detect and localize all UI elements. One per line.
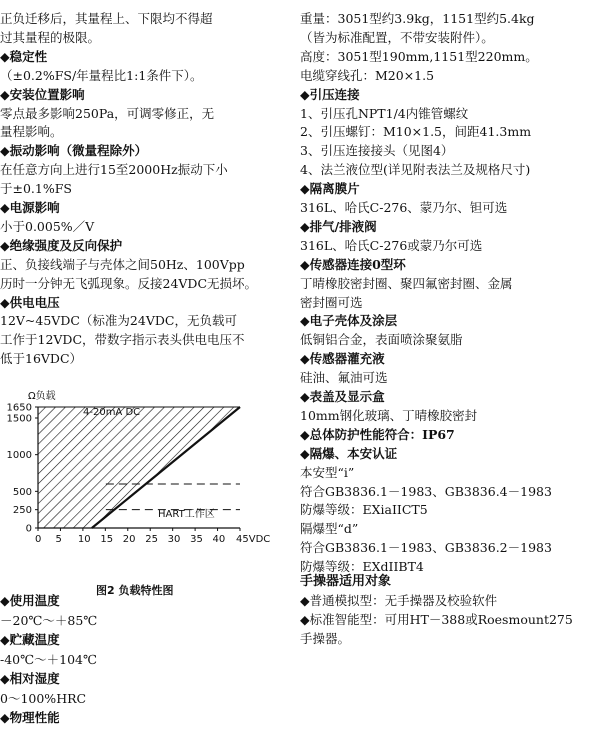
left-lower-line: ◆使用温度 xyxy=(0,593,60,608)
right-lines-line: ◆传感器连接0型环 xyxy=(300,256,406,272)
left-lower-line: －20℃～＋85℃ xyxy=(0,612,98,628)
right-section-line: ◆标准智能型：可用HT－388或Roesmount275 xyxy=(300,612,573,627)
chart-title: 4-20mA DC xyxy=(83,407,141,418)
right-lines-line: ◆表盖及显示盒 xyxy=(300,389,385,404)
left-lines-line: 量程影响。 xyxy=(0,124,63,140)
right-lines-line: 符合GB3836.1－1983、GB3836.4－1983 xyxy=(300,483,552,499)
section-title: 手操器适用对象 xyxy=(300,574,392,589)
chart-y-ticks xyxy=(7,403,38,535)
right-lines-line: 符合GB3836.1－1983、GB3836.2－1983 xyxy=(300,540,552,556)
right-lines-line: 3、引压连接接头（见图4） xyxy=(300,143,454,159)
right-lines-line: ◆排气/排液阀 xyxy=(300,218,377,234)
left-lower-line: -40℃～＋104℃ xyxy=(0,651,97,667)
y-tick-label: 250 xyxy=(12,505,32,517)
right-lines-line: 硅油、氟油可选 xyxy=(300,370,388,386)
left-lines-line: 于±0.1%FS xyxy=(0,181,72,197)
chart-ylabel: Ω负载 xyxy=(28,391,56,402)
hart-region-label: HART工作区 xyxy=(158,509,215,520)
x-tick-label: 30 xyxy=(167,534,181,545)
chart-x-ticks xyxy=(35,528,270,545)
left-lines-line: 12V~45VDC（标准为24VDC，无负载可 xyxy=(0,313,237,329)
y-tick-label: 1000 xyxy=(6,450,32,462)
right-lines-line: ◆隔离膜片 xyxy=(300,181,360,197)
x-tick-label: 35 xyxy=(190,534,203,545)
left-lower-line: ◆贮藏温度 xyxy=(0,632,60,647)
right-lines-line: 重量：3051型约3.9kg，1151型约5.4kg xyxy=(300,11,535,26)
left-lower-line: ◆相对湿度 xyxy=(0,671,60,686)
left-lines-line: 正负迁移后，其量程上、下限均不得超 xyxy=(0,11,213,26)
right-lines-line: 防爆等级：EXdIIBT4 xyxy=(300,559,424,575)
left-lines-line: （±0.2%FS/年量程比1:1条件下）。 xyxy=(0,67,203,83)
right-lines-line: 1、引压孔NPT1/4内锥管螺纹 xyxy=(300,105,469,121)
chart-caption: 图2 负载特性图 xyxy=(96,584,174,597)
y-tick-label: 0 xyxy=(25,523,32,535)
y-tick-label: 500 xyxy=(12,486,32,498)
left-lines-line: ◆稳定性 xyxy=(0,48,48,64)
left-lines-line: ◆振动影响（微量程除外） xyxy=(0,143,148,159)
right-lines-line: ◆引压连接 xyxy=(300,86,360,102)
right-lines-line: 隔爆型“d” xyxy=(300,521,359,537)
x-tick-label: 15 xyxy=(100,534,114,545)
right-lines-line: 4、法兰液位型(详见附表法兰及规格尺寸) xyxy=(300,162,531,178)
right-lines-line: 低铜铝合金，表面喷涂聚氨脂 xyxy=(300,332,463,348)
right-lines-line: ◆总体防护性能符合：IP67 xyxy=(300,426,455,442)
x-tick-label: 0 xyxy=(35,534,42,545)
right-lines-line: 高度：3051型190mm,1151型220mm。 xyxy=(300,48,538,64)
y-tick-label: 1650 xyxy=(6,402,32,414)
right-lines-line: 10mm钢化玻璃、丁晴橡胶密封 xyxy=(300,407,478,423)
right-section-line: ◆普通模拟型：无手操器及校验软件 xyxy=(300,593,498,608)
left-lines-line: 零点最多影响250Pa，可调零修正，无 xyxy=(0,105,215,121)
right-lines-line: 电缆穿线孔：M20×1.5 xyxy=(300,67,435,83)
x-tick-label: 45VDC xyxy=(236,534,271,545)
right-section-line: 手操器。 xyxy=(300,631,351,646)
x-tick-label: 40 xyxy=(212,534,226,545)
left-lines-line: 低于16VDC） xyxy=(0,351,83,367)
right-lines-line: 密封圈可选 xyxy=(300,294,363,310)
right-lines-line: 本安型“i” xyxy=(300,464,355,480)
left-lines-line: ◆电源影响 xyxy=(0,200,60,215)
left-lower-line: ◆物理性能 xyxy=(0,710,60,725)
right-lines-line: ◆传感器灌充液 xyxy=(300,351,385,367)
left-lines-line: 正、负接线端子与壳体之间50Hz、100Vpp xyxy=(0,256,245,272)
left-lines-line: ◆供电电压 xyxy=(0,294,60,310)
right-lines-line: 2、引压螺钉：M10×1.5，间距41.3mm xyxy=(300,124,532,140)
left-lines-line: 小于0.005%／V xyxy=(0,218,95,234)
left-lower-line: 0～100%HRC xyxy=(0,690,87,706)
left-lines-line: ◆安装位置影响 xyxy=(0,86,85,102)
right-lines-line: 316L、哈氏C-276或蒙乃尔可选 xyxy=(300,237,483,253)
right-lines-line: ◆隔爆、本安认证 xyxy=(300,445,398,461)
load-characteristic-chart xyxy=(0,383,284,575)
right-lines-line: 防爆等级：EXiaIICT5 xyxy=(300,502,428,518)
x-tick-label: 10 xyxy=(77,534,91,545)
x-tick-label: 5 xyxy=(55,534,62,545)
left-lines-line: 在任意方向上进行15至2000Hz振动下小 xyxy=(0,162,228,178)
left-lines-line: 过其量程的极限。 xyxy=(0,29,101,45)
right-lines-line: ◆电子壳体及涂层 xyxy=(300,313,398,329)
right-lines-line: （皆为标准配置，不带安装附件）。 xyxy=(300,29,494,45)
right-lines-line: 丁晴橡胶密封圈、聚四氟密封圈、金属 xyxy=(300,275,513,291)
right-lines-line: 316L、哈氏C-276、蒙乃尔、钽可选 xyxy=(300,200,508,215)
left-lines-line: 历时一分钟无飞弧现象。反接24VDC无损坏。 xyxy=(0,275,258,291)
x-tick-label: 20 xyxy=(122,534,136,545)
x-tick-label: 25 xyxy=(145,534,158,545)
y-tick-label: 1500 xyxy=(6,413,32,425)
left-lines-line: ◆绝缘强度及反向保护 xyxy=(0,237,123,253)
left-lines-line: 工作于12VDC，带数字指示表头供电电压不 xyxy=(0,332,245,348)
